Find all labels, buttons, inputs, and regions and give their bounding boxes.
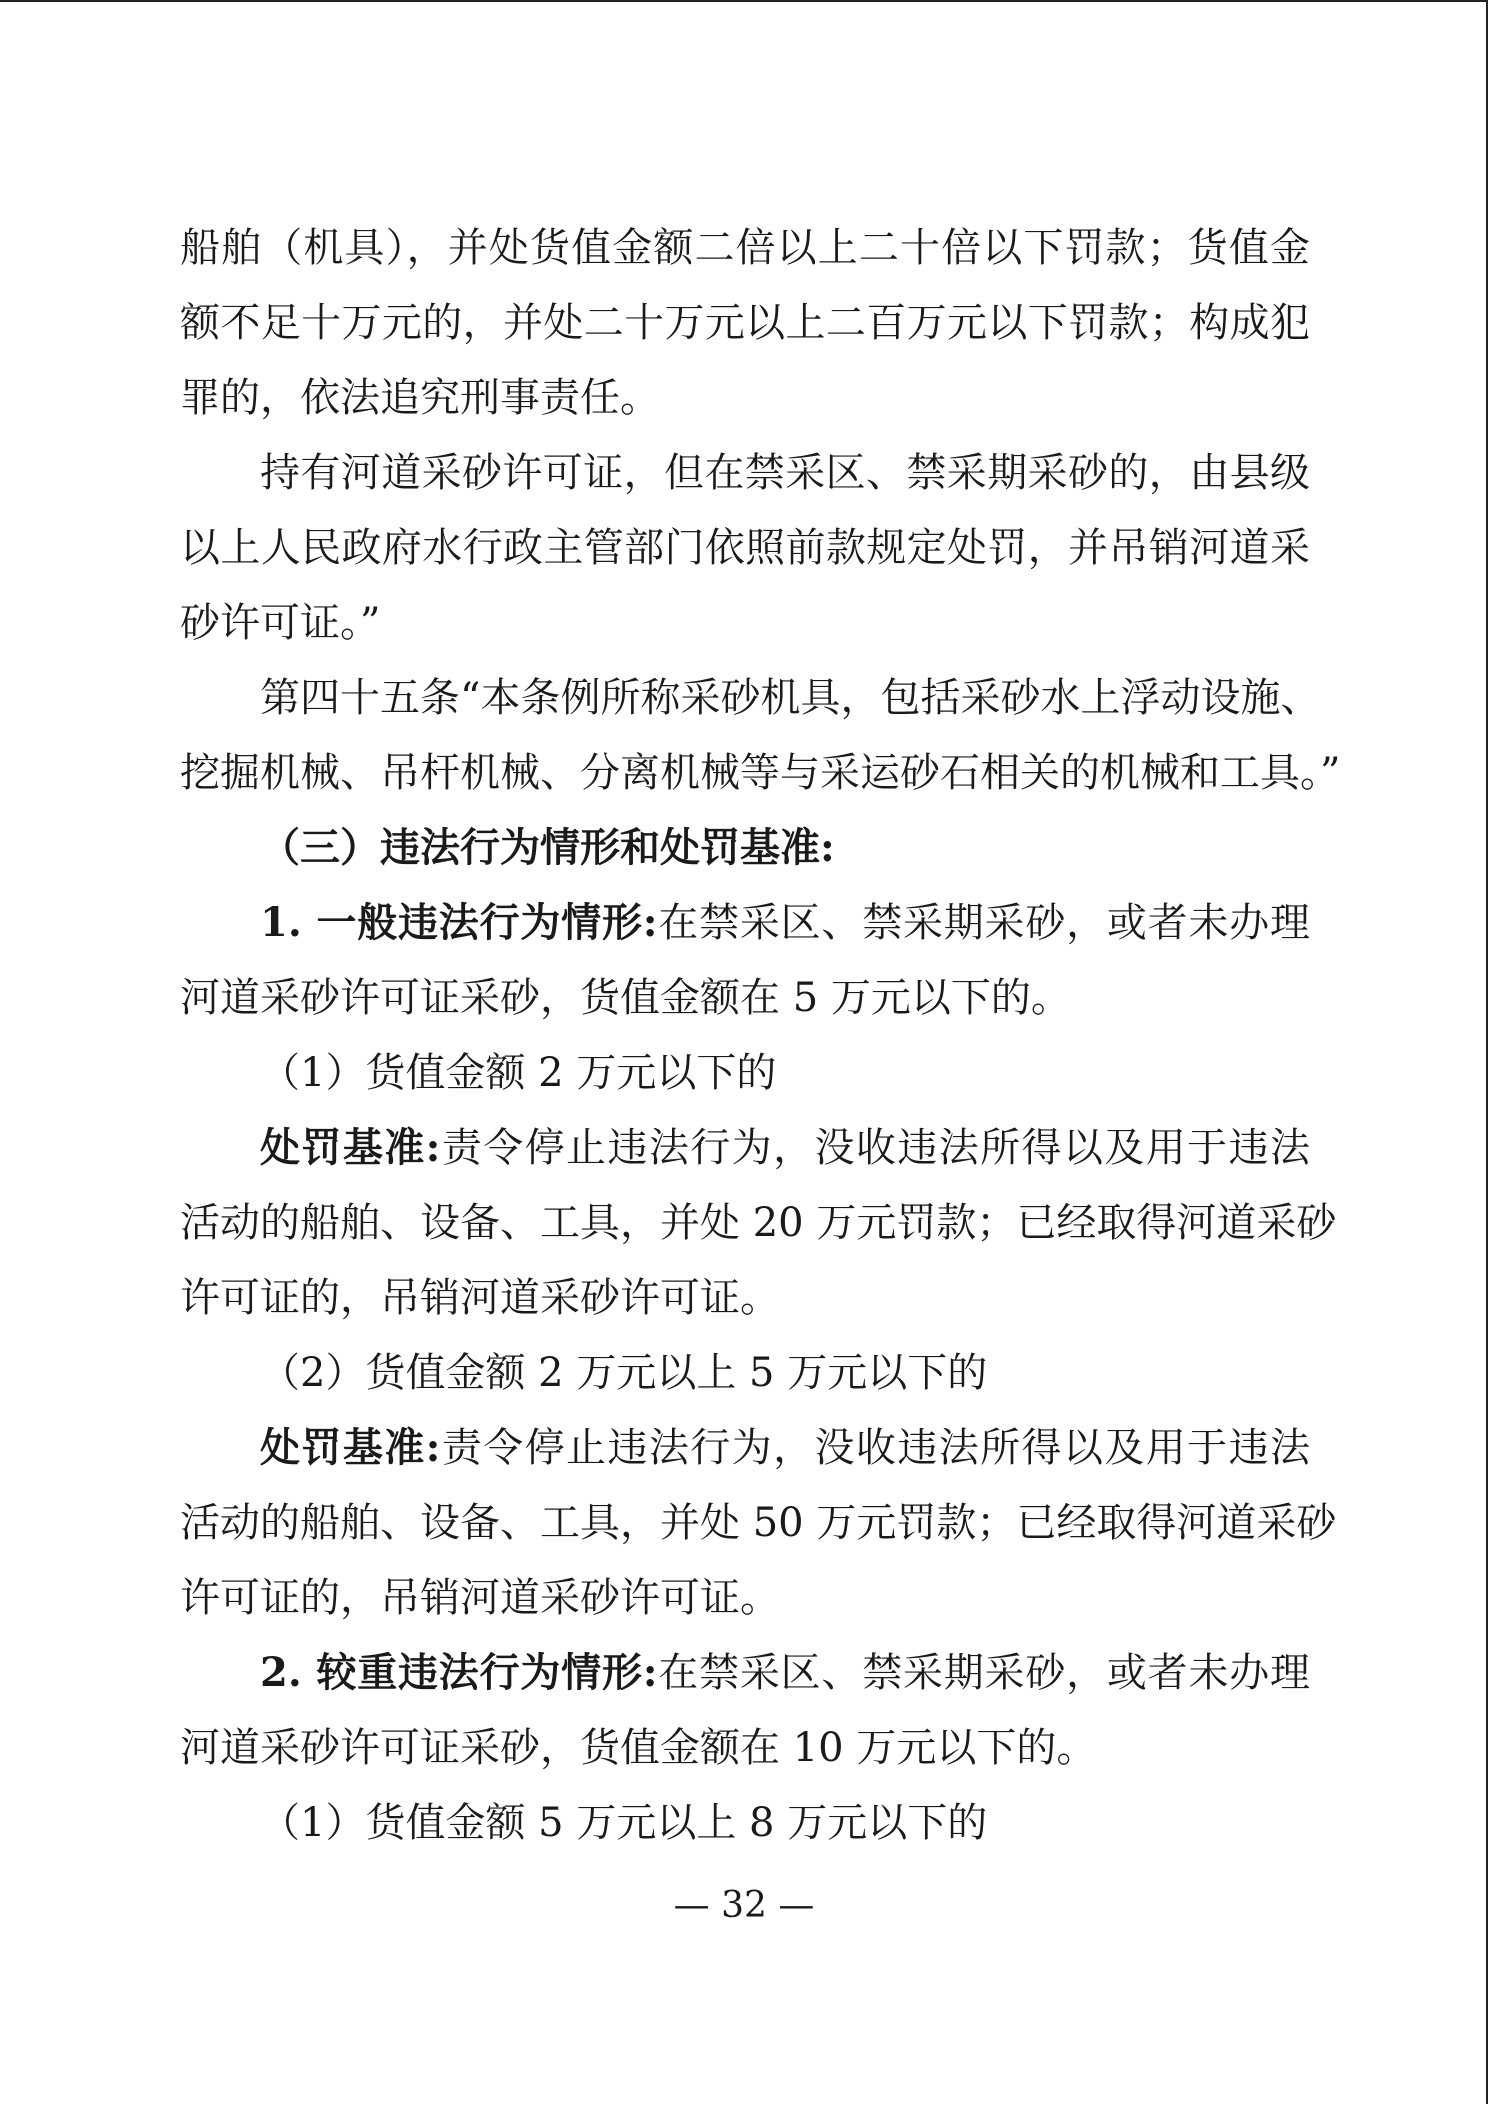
paragraph-line <box>180 973 1071 1023</box>
paragraph-line <box>180 1498 1337 1548</box>
sub-item-line <box>260 1048 1310 1098</box>
paragraph-line <box>260 1648 1310 1698</box>
line-text: （2）货值金额 2 万元以上 5 万元以下的 <box>260 1350 988 1396</box>
paragraph-line <box>180 1573 780 1623</box>
paragraph-line <box>180 1198 1337 1248</box>
line-text: 挖掘机械、吊杆机械、分离机械等与采运砂石相关的机械和工具。” <box>180 750 1341 796</box>
penalty-label: 处罚基准: <box>260 1424 441 1471</box>
sub-item-line <box>260 1798 1310 1848</box>
line-text: 第四十五条“本条例所称采砂机具，包括采砂水上浮动设施、 <box>260 675 1321 721</box>
paragraph-line <box>180 748 1341 798</box>
line-text: 责令停止违法行为，没收违法所得以及用于违法 <box>440 1425 1311 1471</box>
paragraph-line <box>180 523 1310 573</box>
line-text: 河道采砂许可证采砂，货值金额在 5 万元以下的。 <box>180 975 1071 1021</box>
paragraph-line <box>180 1273 780 1323</box>
line-text: 在禁采区、禁采期采砂，或者未办理 <box>657 900 1311 946</box>
line-text: 许可证的，吊销河道采砂许可证。 <box>180 1275 780 1321</box>
line-text: 持有河道采砂许可证，但在禁采区、禁采期采砂的，由县级 <box>260 450 1310 496</box>
paragraph-line <box>260 1123 1310 1173</box>
line-text: （1）货值金额 2 万元以下的 <box>260 1050 777 1096</box>
line-text: 活动的船舶、设备、工具，并处 20 万元罚款；已经取得河道采砂 <box>180 1200 1337 1246</box>
sub-item-line <box>260 1348 1310 1398</box>
page-number: — 32 — <box>673 1885 815 1926</box>
paragraph-line <box>180 1723 1096 1773</box>
paragraph-line <box>260 673 1321 723</box>
paragraph-line <box>180 598 380 648</box>
line-text: 许可证的，吊销河道采砂许可证。 <box>180 1575 780 1621</box>
item-label: 1. 一般违法行为情形: <box>260 899 658 946</box>
paragraph-line <box>260 898 1310 948</box>
paragraph-line <box>180 373 660 423</box>
line-text: 额不足十万元的，并处二十万元以上二百万元以下罚款；构成犯 <box>180 300 1310 346</box>
line-text: 罪的，依法追究刑事责任。 <box>180 375 660 421</box>
penalty-label: 处罚基准: <box>260 1124 441 1171</box>
heading-text: （三）违法行为情形和处罚基准: <box>260 824 835 871</box>
line-text: 活动的船舶、设备、工具，并处 50 万元罚款；已经取得河道采砂 <box>180 1500 1337 1546</box>
item-label: 2. 较重违法行为情形: <box>260 1649 658 1696</box>
line-text: 责令停止违法行为，没收违法所得以及用于违法 <box>440 1125 1311 1171</box>
section-heading <box>260 823 1310 873</box>
line-text: 砂许可证。” <box>180 600 381 646</box>
line-text: 在禁采区、禁采期采砂，或者未办理 <box>657 1650 1311 1696</box>
line-text: 河道采砂许可证采砂，货值金额在 10 万元以下的。 <box>180 1725 1097 1771</box>
line-text: （1）货值金额 5 万元以上 8 万元以下的 <box>260 1800 988 1846</box>
paragraph-line <box>180 298 1310 348</box>
paragraph-line <box>260 1423 1310 1473</box>
paragraph-line <box>260 448 1310 498</box>
line-text: 船舶（机具），并处货值金额二倍以上二十倍以下罚款；货值金 <box>180 225 1310 271</box>
paragraph-line <box>180 223 1310 273</box>
line-text: 以上人民政府水行政主管部门依照前款规定处罚，并吊销河道采 <box>180 525 1310 571</box>
